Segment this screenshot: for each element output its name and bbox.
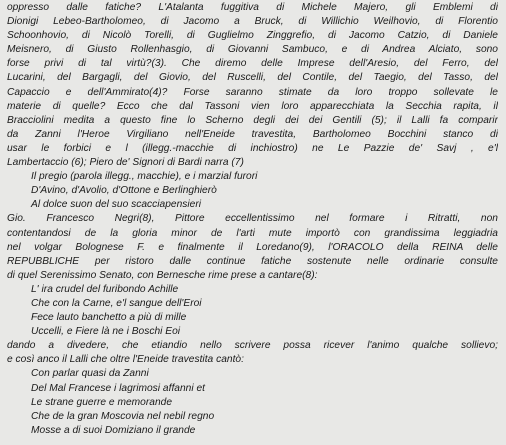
verse-line: Che de la gran Moscovia nel nebil regno xyxy=(31,410,215,422)
text-line: materie di quelle? Ecco che dal Tassoni vien loro apparecchiata la Secchia rapita, il xyxy=(7,100,498,112)
verse-line: Che con la Carne, e'l sangue dell'Eroi xyxy=(31,297,202,309)
text-line: oppresso dalle fatiche? L'Atalanta fuggitiva di Michele Majero, gli Emblemi di xyxy=(7,2,498,13)
verse-line: Del Mal Francese i lagrimosi affanni et xyxy=(31,382,206,394)
text-line: Lambertaccio (6); Piero de' Signori di Bardi narra (7) xyxy=(7,157,244,169)
text-line: contentandosi de la gloria minor de l'arti mute importò con grandissima leggiadria xyxy=(7,227,498,239)
text-line: da Zanni l'Heroe Virgiliano nell'Eneide travestita, Bartholomeo Bocchini stanco di xyxy=(7,128,498,140)
text-line: Capaccio e dell'Ammirato(4)? Forse saranno stimate da loro troppo sollevate le xyxy=(7,86,498,98)
verse-line: Al dolce suon del suo scacciapensieri xyxy=(31,199,202,211)
text-line: Meisnero, di Giusto Rollenhasgio, di Giovanni Sambuco, e di Andrea Alciato, sono xyxy=(7,44,498,56)
verse-line: Mosse a di suoi Domiziano il grande xyxy=(31,424,196,436)
verse-line: L' ira crudel del furibondo Achille xyxy=(31,283,179,295)
verse-line: Con parlar quasi da Zanni xyxy=(31,368,149,380)
text-line: usar le forbici e l (illegg.-macchie di inchiostro) ne Le Pazzie de' Savj , e'l xyxy=(7,142,498,154)
verse-line: Fece lauto banchetto a più di mille xyxy=(31,312,187,324)
verse-line: Le strane guerre e memorande xyxy=(31,396,173,408)
text-line: Bracciolini medita a questo fine lo Scherno degli dei dei Gentili (5); il Lalli fa comparir xyxy=(7,114,498,126)
document-text xyxy=(7,1,498,438)
text-line: forse privi di tal virtù?(3). Che diremo delle Imprese dell'Aresio, del Ferro, del xyxy=(7,58,498,70)
text-line: Schoonhovio, di Nicolò Torelli, di Guglielmo Zinggrefio, di Jacomo Catzio, di Daniele xyxy=(7,30,498,42)
text-line: e così anco il Lalli che oltre l'Eneide travestita cantò: xyxy=(7,354,244,366)
verse-line: Uccelli, e Fiere là ne i Boschi Eoi xyxy=(31,326,181,338)
text-line: Dionigi Lebeo-Bartholomeo, di Jacomo a Bruck, di Willichio Weilhovio, di Florentio xyxy=(7,16,498,28)
text-line: di quel Serenissimo Senato, con Bernesche rime prese a cantare(8): xyxy=(7,269,318,281)
text-line: Lucarini, del Bargagli, del Giovio, del Ruscelli, del Contile, del Taegio, del Tasso, del xyxy=(7,72,498,84)
verse-line: D'Avino, d'Avolio, d'Ottone e Berlinghierò xyxy=(31,185,217,197)
text-line: Gio. Francesco Negri(8), Pittore eccellentissimo nel formare i Ritratti, non xyxy=(7,213,498,225)
text-line: nel volgar Bolognese F. e finalmente il Loredano(9), l'ORACOLO della REINA delle xyxy=(7,241,498,253)
verse-line: Il pregio (parola illegg., macchie), e i marzial furori xyxy=(31,171,258,183)
text-line: dando a divedere, che etiandio nello scrivere possa ricever l'animo qualche sollievo; xyxy=(7,340,498,352)
text-line: REPUBBLICHE per ristoro dalle continue fatiche sostenute nelle ordinarie consulte xyxy=(7,255,498,267)
